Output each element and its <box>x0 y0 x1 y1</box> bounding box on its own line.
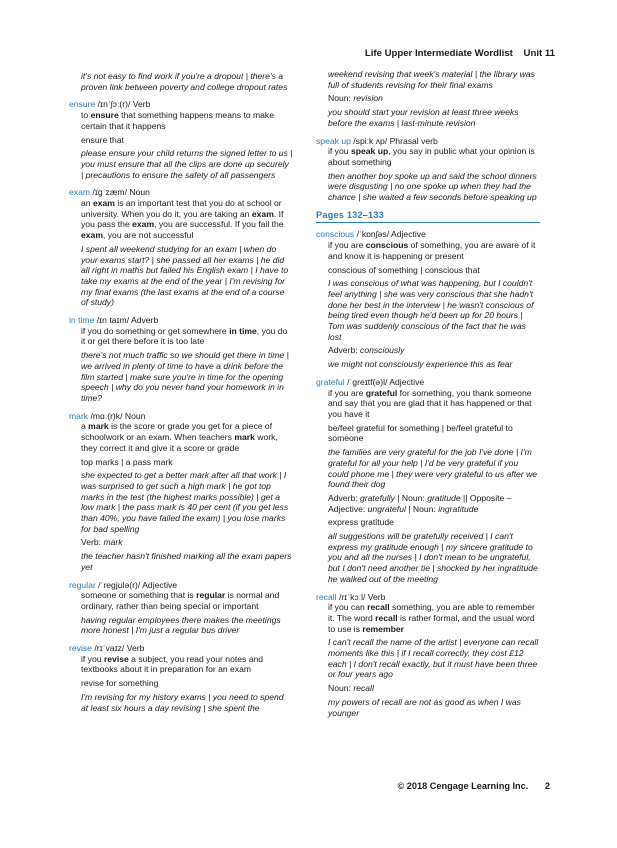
pronunciation: /mɑː(r)k/ Noun <box>90 410 146 421</box>
definition: if you can recall something, you are able to remember it. The word recall is rather formal, and the usual word to use is remember <box>328 602 535 634</box>
example: the families are very grateful for the job I've done | I'm grateful for all your help | I'd be very grateful if you could phone me | they were very grateful to us after we found their dog <box>328 447 538 490</box>
entry-exam <box>69 187 293 308</box>
continued-revise <box>328 69 540 129</box>
entry-revise <box>69 643 293 713</box>
pronunciation: /ɪnˈʃɔː(r)/ Verb <box>97 99 151 110</box>
example: I can't recall the name of the artist | everyone can recall moments like this | if I recall correctly, they cost £12 each | I don't recall exactly, but it must have been three or four years ago <box>328 637 539 680</box>
continued-example: it's not easy to find work if you're a dropout | there's a proven link between poverty and college dropout rates <box>81 71 288 92</box>
entry-mark <box>69 411 293 573</box>
example: all suggestions will be gratefully received | I can't express my gratitude enough | my sincere gratitude to you and all the nurses | I don't mean to be ungrateful, but I don't need another tie | shocked by her ingratitude he walked out of the meeting <box>328 531 538 584</box>
pronunciation: /rɪˈvaɪz/ Verb <box>94 643 145 654</box>
word-form: Noun: revision <box>328 93 383 104</box>
example: I'm revising for my history exams | you need to spend at least six hours a day revising | she spent the <box>81 691 284 713</box>
header-unit: Unit 11 <box>523 48 555 59</box>
page-number: 2 <box>544 781 550 791</box>
collocation: express gratitude <box>328 517 394 528</box>
collocation: revise for something <box>81 678 159 689</box>
definition: someone or something that is regular is normal and ordinary, rather than being special or important <box>81 590 280 611</box>
example: we might not consciously experience this as fear <box>328 359 513 370</box>
pronunciation: /ɪɡˈzæm/ Noun <box>92 187 150 198</box>
entry-in-time <box>69 315 293 404</box>
pronunciation: /ˈkɒnʃəs/ Adjective <box>356 229 426 240</box>
headword: revise <box>69 643 92 654</box>
collocation: top marks | a pass mark <box>81 456 173 467</box>
definition: to ensure that something happens means to make certain that it happens <box>81 110 275 131</box>
entry-speak-up <box>316 136 540 203</box>
entry-conscious <box>316 229 540 369</box>
definition: if you are grateful for something, you thank someone and say that you are glad that it has happened or that you have it <box>328 387 532 419</box>
example: she expected to get a better mark after all that work | I was surprised to get such a high mark | he got top marks in the test (the highest marks possible) | get a low mark | the pass mark is 40 per cent (if you get less than 40%, you have failed the exam) | you lose marks for bad spelling <box>81 470 289 534</box>
example: please ensure your child returns the signed letter to us | you must ensure that all the clips are done up securely | precautions to ensure the safety of all passengers <box>81 148 293 180</box>
section-heading: Pages 132–133 <box>316 210 540 224</box>
page-footer <box>383 781 550 791</box>
example: having regular employees there makes the meetings more honest | I'm just a regular bus driver <box>81 614 281 636</box>
headword: recall <box>316 591 337 602</box>
headword: conscious <box>316 229 355 240</box>
left-column <box>69 71 293 720</box>
right-column <box>316 69 540 725</box>
example: I was conscious of what was happening, but I couldn't feel anything | she was very conscious that she hadn't done her best in the interview | he wasn't conscious of being tired even though he'd been up for 20 hours | Tom was suddenly conscious of the fact that he was lost <box>328 278 534 342</box>
headword: regular <box>69 579 96 590</box>
entry-ensure <box>69 99 293 180</box>
entry-grateful <box>316 377 540 585</box>
collocation: be/feel grateful for something | be/feel grateful to someone <box>328 422 513 444</box>
definition: a mark is the score or grade you get for a piece of schoolwork or an exam. When teachers mark work, they correct it and give it a score or grade <box>81 421 278 453</box>
example: my powers of recall are not as good as when I was younger <box>328 696 521 718</box>
pronunciation: /ɪn taɪm/ Adverb <box>96 315 159 326</box>
copyright: © 2018 Cengage Learning Inc. <box>397 781 529 791</box>
headword: mark <box>69 410 89 421</box>
header-title: Life Upper Intermediate Wordlist <box>364 48 513 59</box>
collocation: conscious of something | conscious that <box>328 264 480 275</box>
example: the teacher hasn't finished marking all the exam papers yet <box>81 551 292 572</box>
definition: if you speak up, you say in public what your opinion is about something <box>328 146 535 167</box>
entry-regular <box>69 580 293 637</box>
definition: if you revise a subject, you read your notes and textbooks about it in preparation for an exam <box>81 653 264 675</box>
definition: an exam is an important test that you do at school or university. When you do it, you are taking an exam. If you pass the exam, you are successful. If you fail the exam, you are not successful <box>81 198 284 241</box>
headword: in time <box>69 315 95 326</box>
page-header <box>357 48 555 59</box>
headword: ensure <box>69 99 96 110</box>
example: then another boy spoke up and said the school dinners were disgusting | no one spoke up when they had the chance | she waited a few seconds before speaking up <box>328 170 537 203</box>
example: you should start your revision at least three weeks before the exams | last-minute revision <box>328 107 519 128</box>
definition: if you do something or get somewhere in time, you do it or get there before it is too late <box>81 325 288 347</box>
entry-recall <box>316 592 540 719</box>
headword: grateful <box>316 376 345 387</box>
pronunciation: /rɪˈkɔːl/ Verb <box>338 591 386 602</box>
example: weekend revising that week's material | the library was full of students revising for their final exams <box>328 69 535 90</box>
collocation: ensure that <box>81 134 124 145</box>
word-form: Verb: mark <box>81 537 123 548</box>
headword: exam <box>69 187 91 198</box>
pronunciation: /spiːk ʌp/ Phrasal verb <box>353 135 438 146</box>
pronunciation: /ˈreɡjʊlə(r)/ Adjective <box>98 579 178 590</box>
definition: if you are conscious of something, you are aware of it and know it is happening or present <box>328 240 536 261</box>
word-forms: Adverb: gratefully | Noun: gratitude || Opposite – Adjective: ungrateful | Noun: ingratitude <box>328 492 512 514</box>
pronunciation: /ˈɡreɪtf(ə)l/ Adjective <box>347 376 425 387</box>
headword: speak up <box>316 135 351 146</box>
word-form: Noun: recall <box>328 683 374 694</box>
example: I spent all weekend studying for an exam | when do your exams start? | she passed all her exams | he did all right in maths but failed his English exam | I have to take my exams at the end of the year | I'm revising for my final exams (the last exams at the end of a course of study) <box>81 243 289 308</box>
word-form: Adverb: consciously <box>328 345 405 356</box>
example: there's not much traffic so we should get there in time | we arrived in plenty of time to have a drink before the film started | make sure you're in time for the opening speech | why do you never hand your homework in in time? <box>81 350 289 403</box>
